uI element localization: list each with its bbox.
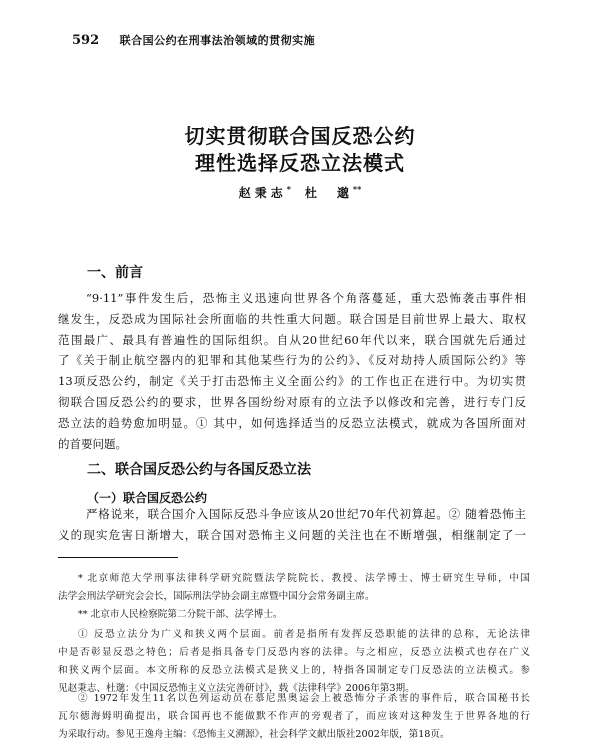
- paragraph-line: 的首要问题。: [58, 436, 127, 451]
- section-1-paragraph: [58, 288, 526, 454]
- author-line: [0, 184, 600, 201]
- section-2-heading: 二、联合国反恐公约与各国反恐立法: [87, 462, 311, 478]
- footnote-author-1: [58, 570, 530, 606]
- paragraph-line: 恐立法的趋势愈加明显。① 其中，如何选择适当的反恐立法模式，就成为各国所面对: [58, 415, 526, 430]
- footnote-line: 中是否彰显反恐之特色；后者是指具备专门反恐内容的法律。与之相应，反恐立法模式也存在广义: [58, 647, 530, 658]
- footnote-1: [58, 626, 530, 698]
- running-title: 联合国公约在刑事法治领域的贯彻实施: [119, 34, 316, 47]
- footnote-line: ② 1972年发生11名以色列运动员在慕尼黑奥运会上被恐怖分子杀害的事件后，联合国秘书长: [78, 693, 530, 704]
- paragraph-line: 13项反恐公约，制定《关于打击恐怖主义全面公约》的工作也正在进行中。为切实贯: [58, 374, 526, 389]
- footnote-line: 和狭义两个层面。本文所称的反恐立法模式是狭义上的，特指各国制定专门反恐法的立法模式。参: [58, 665, 530, 676]
- section-2-paragraph: [58, 504, 526, 546]
- paragraph-line: 严格说来，联合国介入国际反恐斗争应该从20世纪70年代初算起。② 随着恐怖主: [86, 507, 526, 521]
- subsection-1-heading: （一）联合国反恐公约: [87, 491, 208, 505]
- author-2-name: 杜 邈: [304, 186, 353, 200]
- footnote-author-2: [58, 606, 530, 624]
- paragraph-line: 了《关于制止航空器内的犯罪和其他某些行为的公约》、《反对劫持人质国际公约》等: [58, 353, 526, 368]
- footnote-line: * 北京师范大学刑事法律科学研究院暨法学院院长、教授、法学博士、博士研究生导师，中国: [78, 573, 530, 584]
- paragraph-line: 彻联合国反恐公约的要求，世界各国纷纷对原有的立法予以修改和完善，进行专门反: [58, 394, 526, 409]
- footnote-line: ** 北京市人民检察院第二分院干部、法学博士。: [78, 609, 283, 620]
- footnote-line: 为采取行动。参见王逸舟主编：《恐怖主义溯源》，社会科学文献出版社2002年版，第18页。: [58, 729, 450, 740]
- section-1-heading: 一、前言: [87, 265, 143, 281]
- paragraph-line: 范围最广、最具有普遍性的国际组织。自从20世纪60年代以来，联合国就先后通过: [58, 332, 526, 347]
- paragraph-line: 义的现实危害日渐增大，联合国对恐怖主义问题的关注也在不断增强，相继制定了一: [58, 527, 526, 542]
- article-title-line-2: 理性选择反恐立法模式: [195, 151, 405, 175]
- footnote-line: 法学会刑法学研究会会长，国际刑法学协会副主席暨中国分会常务副主席。: [58, 591, 375, 602]
- footnote-line: 见赵秉志、杜邈：《中国反恐怖主义立法完善研讨》，载《法律科学》2006年第3期。: [58, 683, 415, 694]
- running-header: [72, 32, 315, 48]
- page-number: 592: [72, 33, 100, 48]
- article-title-line-1: 切实贯彻联合国反恐公约: [184, 124, 416, 148]
- author-1-footnote-mark: *: [286, 184, 291, 194]
- author-2-footnote-mark: **: [352, 184, 362, 194]
- footnote-divider: [58, 557, 178, 558]
- footnote-2: [58, 690, 530, 744]
- footnote-line: 瓦尔德海姆明确提出，联合国再也不能做默不作声的旁观者了，而应该对这种发生于世界各地的行: [58, 711, 530, 722]
- paragraph-line: 继发生，反恐成为国际社会所面临的共性重大问题。联合国是目前世界上最大、取权: [58, 311, 526, 326]
- author-1-name: 赵秉志: [238, 186, 287, 200]
- paragraph-line: “9·11”事件发生后，恐怖主义迅速向世界各个角落蔓延，重大恐怖袭击事件相: [86, 291, 526, 305]
- footnote-line: ① 反恐立法分为广义和狭义两个层面。前者是指所有发挥反恐职能的法律的总称，无论法律: [78, 629, 530, 640]
